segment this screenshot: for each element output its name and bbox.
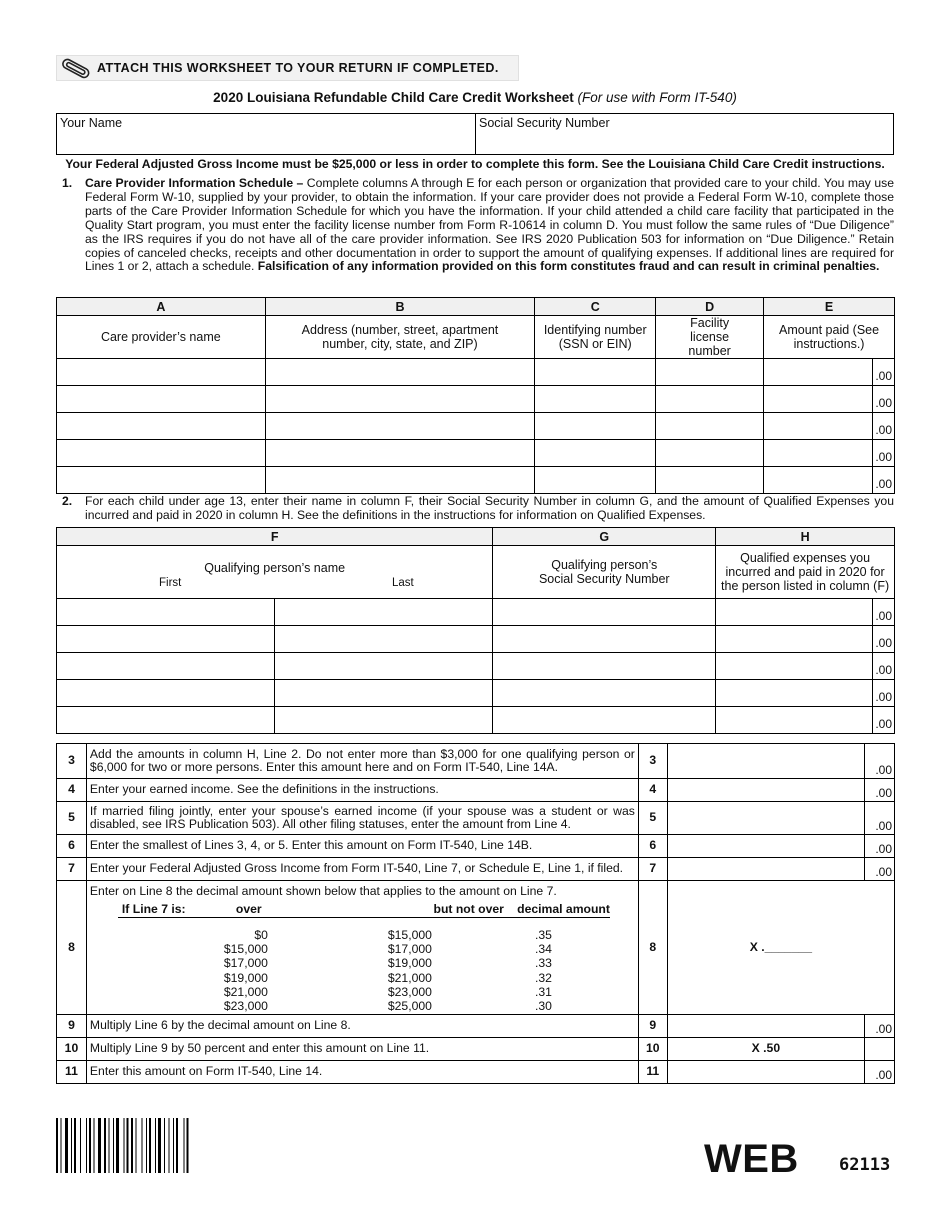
provider-name-cell[interactable] (57, 359, 266, 386)
provider-amount-cell[interactable] (764, 359, 895, 386)
table-row (57, 599, 895, 626)
page-title (0, 90, 950, 105)
cents-label: .00 (872, 626, 894, 652)
barcode-bar (164, 1118, 165, 1173)
barcode-bar (176, 1118, 178, 1173)
line-10-blank (865, 1038, 895, 1061)
line-8-row (57, 881, 895, 1015)
line-9-cents: .00 (865, 1015, 895, 1038)
barcode-bar (142, 1118, 143, 1173)
ssn-cell[interactable] (493, 599, 716, 626)
table-row (57, 413, 895, 440)
col-f-letter: F (57, 528, 493, 546)
decimal-over: $17,000 (223, 956, 268, 971)
ssn-cell[interactable] (493, 653, 716, 680)
col-b-label: Address (number, street, apartment number, city, state, and ZIP) (265, 316, 535, 359)
line-6-row (57, 835, 895, 858)
line-11-number: 11 (57, 1061, 87, 1084)
line-6-text: Enter the smallest of Lines 3, 4, or 5. Enter this amount on Form IT-540, Line 14B. (86, 835, 638, 858)
provider-amount-cell[interactable] (764, 386, 895, 413)
cents-label: .00 (872, 440, 894, 466)
decimal-decimal: .32 (534, 970, 552, 985)
first-name-cell[interactable] (57, 599, 275, 626)
line-11-cents: .00 (865, 1061, 895, 1084)
barcode-bar (136, 1118, 137, 1173)
line-8-number: 8 (57, 881, 87, 1015)
decimal-not-over: $21,000 (387, 970, 432, 985)
barcode-bar (116, 1118, 119, 1173)
section1-text: Complete columns A through E for each person or organization that provided care to your child. You may use Federal Form W-10, supplied by your provider, to obtain the information. If your care provider does not provide a Federal Form W-10, complete those parts of the Care Provider Information Schedule for which you have the information. If your child attended a child care facility that participated in the Quality Start program, you must enter the facility license number from Form R-10614 in column D. You must follow the same rules of “Due Diligence” as the IRS requires if you do not have all of the care provider information. See IRS 2020 Publication 503 for information on “Due Diligence.” Retain copies of canceled checks, receipts and other documentation in order to support the amount of qualifying expenses. If additional lines are required for Lines 1 or 2, attach a schedule. (85, 176, 894, 274)
decimal-not-over: $23,000 (387, 984, 432, 999)
decimal-over: $19,000 (223, 970, 268, 985)
provider-id-cell[interactable] (535, 413, 656, 440)
line-9-number: 9 (57, 1015, 87, 1038)
provider-name-cell[interactable] (57, 440, 266, 467)
barcode-bar (61, 1118, 62, 1173)
provider-name-cell[interactable] (57, 386, 266, 413)
line-5-number: 5 (57, 802, 87, 835)
cents-label: .00 (872, 386, 894, 412)
cents-label: .00 (872, 707, 894, 733)
line-8-cell (86, 881, 638, 1015)
col-c-label: Identifying number (SSN or EIN) (535, 316, 656, 359)
provider-address-cell[interactable] (265, 440, 535, 467)
col-a-label: Care provider’s name (57, 316, 266, 359)
cents-label: .00 (872, 359, 894, 385)
ssn-field[interactable] (476, 114, 613, 154)
col-e-label: Amount paid (See instructions.) (764, 316, 895, 359)
barcode-bar (65, 1118, 68, 1173)
barcode-bar (173, 1118, 174, 1173)
decimal-decimal: .34 (534, 942, 552, 957)
last-name-cell[interactable] (274, 653, 493, 680)
col-h-label: Qualified expenses you incurred and paid in 2020 for the person listed in column (F) (716, 546, 895, 599)
line-7-cents: .00 (865, 858, 895, 881)
provider-id-cell[interactable] (535, 359, 656, 386)
line-4-cents: .00 (865, 779, 895, 802)
decimal-row (90, 985, 635, 999)
decimal-decimal: .35 (534, 928, 552, 942)
section2-number: 2. (62, 494, 73, 508)
barcode-bar (127, 1118, 129, 1173)
cents-label: .00 (872, 680, 894, 706)
ssn-label: Social Security Number (479, 116, 610, 130)
barcode-bar (184, 1118, 185, 1173)
last-name-cell[interactable] (274, 599, 493, 626)
f-name-label: Qualifying person’s name (204, 561, 346, 575)
decimal-over: $0 (254, 928, 268, 942)
barcode-bar (71, 1118, 72, 1173)
barcode-bar (98, 1118, 101, 1173)
line-10-row (57, 1038, 895, 1061)
col-d-letter: D (656, 298, 764, 316)
section1-instructions (62, 177, 894, 274)
decimal-row (90, 942, 635, 956)
cents-label: .00 (872, 413, 894, 439)
barcode-bar (169, 1118, 170, 1173)
line-5-box-number: 5 (638, 802, 667, 835)
table-row (57, 680, 895, 707)
attach-notice (56, 55, 519, 81)
line-4-amount[interactable] (667, 779, 864, 802)
dec-head-if: If Line 7 is: (121, 901, 186, 916)
decimal-not-over: $19,000 (387, 956, 432, 971)
decimal-decimal: .31 (534, 984, 552, 999)
expense-amount-cell[interactable] (716, 626, 895, 653)
provider-name-cell[interactable] (57, 413, 266, 440)
col-g-label: Qualifying person’s Social Security Number (493, 546, 716, 599)
col-b-letter: B (265, 298, 535, 316)
line-4-box-number: 4 (638, 779, 667, 802)
line-3-text: Add the amounts in column H, Line 2. Do not enter more than $3,000 for one qualifying person or $6,000 for two or more persons. Enter this amount here and on Form IT-540, Line 14A. (86, 744, 638, 779)
cents-label: .00 (872, 653, 894, 679)
col-e-letter: E (764, 298, 895, 316)
line-10-box-number: 10 (638, 1038, 667, 1061)
first-name-cell[interactable] (57, 707, 275, 734)
care-provider-table (56, 297, 895, 494)
col-h-letter: H (716, 528, 895, 546)
provider-id-cell[interactable] (535, 386, 656, 413)
decimal-not-over: $15,000 (387, 928, 432, 942)
col-c-letter: C (535, 298, 656, 316)
attach-notice-text: ATTACH THIS WORKSHEET TO YOUR RETURN IF COMPLETED. (97, 61, 499, 75)
ssn-cell[interactable] (493, 626, 716, 653)
line-11-row (57, 1061, 895, 1084)
barcode-bar (131, 1118, 133, 1173)
provider-amount-cell[interactable] (764, 467, 895, 494)
line-6-amount[interactable] (667, 835, 864, 858)
ssn-cell[interactable] (493, 680, 716, 707)
line-3-amount[interactable] (667, 744, 864, 779)
expense-amount-cell[interactable] (716, 707, 895, 734)
line-5-amount[interactable] (667, 802, 864, 835)
provider-address-cell[interactable] (265, 359, 535, 386)
line-3-number: 3 (57, 744, 87, 779)
line-9-amount[interactable] (667, 1015, 864, 1038)
barcode-image (56, 1118, 228, 1173)
decimal-row (90, 999, 635, 1013)
barcode-bar (149, 1118, 151, 1173)
cents-label: .00 (872, 599, 894, 625)
first-name-cell[interactable] (57, 653, 275, 680)
barcode-bar (56, 1118, 58, 1173)
decimal-over: $15,000 (223, 942, 268, 957)
decimal-not-over: $25,000 (387, 999, 432, 1014)
line-11-text: Enter this amount on Form IT-540, Line 14. (86, 1061, 638, 1084)
section2-text: For each child under age 13, enter their name in column F, their Social Security Number in column G, and the amount of Qualified Expenses you incurred and paid in 2020 in column H. See the definitions in the instructions for information on Qualified Expenses. (85, 494, 894, 522)
decimal-not-over: $17,000 (387, 942, 432, 957)
line-4-number: 4 (57, 779, 87, 802)
line-10-number: 10 (57, 1038, 87, 1061)
line-8-box-number: 8 (638, 881, 667, 1015)
first-name-cell[interactable] (57, 626, 275, 653)
barcode-bar (74, 1118, 76, 1173)
last-name-cell[interactable] (274, 680, 493, 707)
line-4-row (57, 779, 895, 802)
line-5-row (57, 802, 895, 835)
line-6-cents: .00 (865, 835, 895, 858)
barcode-bar (124, 1118, 125, 1173)
col-a-letter: A (57, 298, 266, 316)
expense-amount-cell[interactable] (716, 599, 895, 626)
dec-head-not-over: but not over (433, 901, 504, 916)
line-7-row (57, 858, 895, 881)
f-first-label: First (159, 577, 182, 589)
decimal-over: $21,000 (223, 984, 268, 999)
web-label: WEB (704, 1137, 799, 1181)
provider-name-cell[interactable] (57, 467, 266, 494)
ssn-cell[interactable] (493, 707, 716, 734)
cents-label: .00 (872, 467, 894, 493)
table-row (57, 359, 895, 386)
expense-amount-cell[interactable] (716, 653, 895, 680)
line-7-text: Enter your Federal Adjusted Gross Income from Form IT-540, Line 7, or Schedule E, Line 1, if filed. (86, 858, 638, 881)
barcode-bar (146, 1118, 147, 1173)
computation-lines (56, 743, 895, 1084)
line-11-box-number: 11 (638, 1061, 667, 1084)
line-11-amount[interactable] (667, 1061, 864, 1084)
decimal-table (90, 903, 635, 1014)
provider-license-cell[interactable] (656, 413, 764, 440)
dec-head-over: over (235, 901, 262, 916)
provider-license-cell[interactable] (656, 440, 764, 467)
expense-amount-cell[interactable] (716, 680, 895, 707)
decimal-decimal: .30 (534, 999, 552, 1014)
last-name-cell[interactable] (274, 626, 493, 653)
dec-head-decimal: decimal amount (517, 901, 610, 916)
line-3-row (57, 744, 895, 779)
decimal-row (90, 956, 635, 970)
line-9-row (57, 1015, 895, 1038)
table-row (57, 440, 895, 467)
line-7-box-number: 7 (638, 858, 667, 881)
barcode-bar (104, 1118, 106, 1173)
section1-heading: Care Provider Information Schedule – (85, 176, 304, 190)
line-3-box-number: 3 (638, 744, 667, 779)
barcode-bar (187, 1118, 189, 1173)
col-f-label (57, 546, 493, 599)
decimal-over: $23,000 (223, 999, 268, 1014)
line-4-text: Enter your earned income. See the definitions in the instructions. (86, 779, 638, 802)
barcode-bar (158, 1118, 161, 1173)
table-row (57, 386, 895, 413)
line-5-cents: .00 (865, 802, 895, 835)
section1-warning: Falsification of any information provided on this form constitutes fraud and can result in criminal penalties. (257, 259, 880, 274)
line-10-multiplier: X .50 (667, 1038, 864, 1061)
line-7-amount[interactable] (667, 858, 864, 881)
barcode-bar (155, 1118, 156, 1173)
decimal-row (90, 928, 635, 942)
barcode-bar (80, 1118, 81, 1173)
table-row (57, 467, 895, 494)
line-3-cents: .00 (865, 744, 895, 779)
line-10-text: Multiply Line 9 by 50 percent and enter this amount on Line 11. (86, 1038, 638, 1061)
line-9-text: Multiply Line 6 by the decimal amount on Line 8. (86, 1015, 638, 1038)
title-sub: (For use with Form IT-540) (577, 90, 737, 105)
col-d-label: Facility license number (656, 316, 764, 359)
paperclip-icon (59, 56, 93, 80)
last-name-cell[interactable] (274, 707, 493, 734)
title-main: 2020 Louisiana Refundable Child Care Credit Worksheet (213, 90, 574, 105)
agi-notice: Your Federal Adjusted Gross Income must be $25,000 or less in order to complete this form. See the Louisiana Child Care Credit instructions. (65, 157, 885, 171)
provider-license-cell[interactable] (656, 467, 764, 494)
provider-license-cell[interactable] (656, 386, 764, 413)
provider-amount-cell[interactable] (764, 440, 895, 467)
decimal-decimal: .33 (534, 956, 552, 971)
provider-address-cell[interactable] (265, 467, 535, 494)
provider-license-cell[interactable] (656, 359, 764, 386)
line-6-number: 6 (57, 835, 87, 858)
line-7-number: 7 (57, 858, 87, 881)
section1-number: 1. (62, 176, 73, 190)
provider-id-cell[interactable] (535, 467, 656, 494)
provider-address-cell[interactable] (265, 413, 535, 440)
f-last-label: Last (392, 577, 414, 589)
first-name-cell[interactable] (57, 680, 275, 707)
line-8-multiplier[interactable]: X ._______ (667, 881, 894, 1015)
table-row (57, 626, 895, 653)
barcode-bar (109, 1118, 110, 1173)
table-row (57, 707, 895, 734)
your-name-label: Your Name (60, 116, 123, 130)
qualifying-person-table (56, 527, 895, 734)
decimal-table-rows (90, 928, 635, 1013)
your-name-field[interactable] (57, 114, 476, 154)
line-9-box-number: 9 (638, 1015, 667, 1038)
line-8-text: Enter on Line 8 the decimal amount shown below that applies to the amount on Line 7. (89, 884, 557, 898)
barcode-bar (86, 1118, 87, 1173)
table-row (57, 653, 895, 680)
name-ssn-box (56, 113, 894, 155)
barcode-bar (94, 1118, 95, 1173)
provider-id-cell[interactable] (535, 440, 656, 467)
decimal-row (90, 971, 635, 985)
line-5-text: If married filing jointly, enter your spouse’s earned income (if your spouse was a student or was disabled, see IRS Publication 503). All other filing statuses, enter the amount from Line 4. (86, 802, 638, 835)
section2-instructions (62, 495, 894, 523)
line-6-box-number: 6 (638, 835, 667, 858)
provider-address-cell[interactable] (265, 386, 535, 413)
provider-amount-cell[interactable] (764, 413, 895, 440)
decimal-table-header (118, 903, 610, 919)
barcode-bar (113, 1118, 114, 1173)
col-g-letter: G (493, 528, 716, 546)
barcode-bar (89, 1118, 91, 1173)
form-number: 62113 (839, 1155, 891, 1175)
